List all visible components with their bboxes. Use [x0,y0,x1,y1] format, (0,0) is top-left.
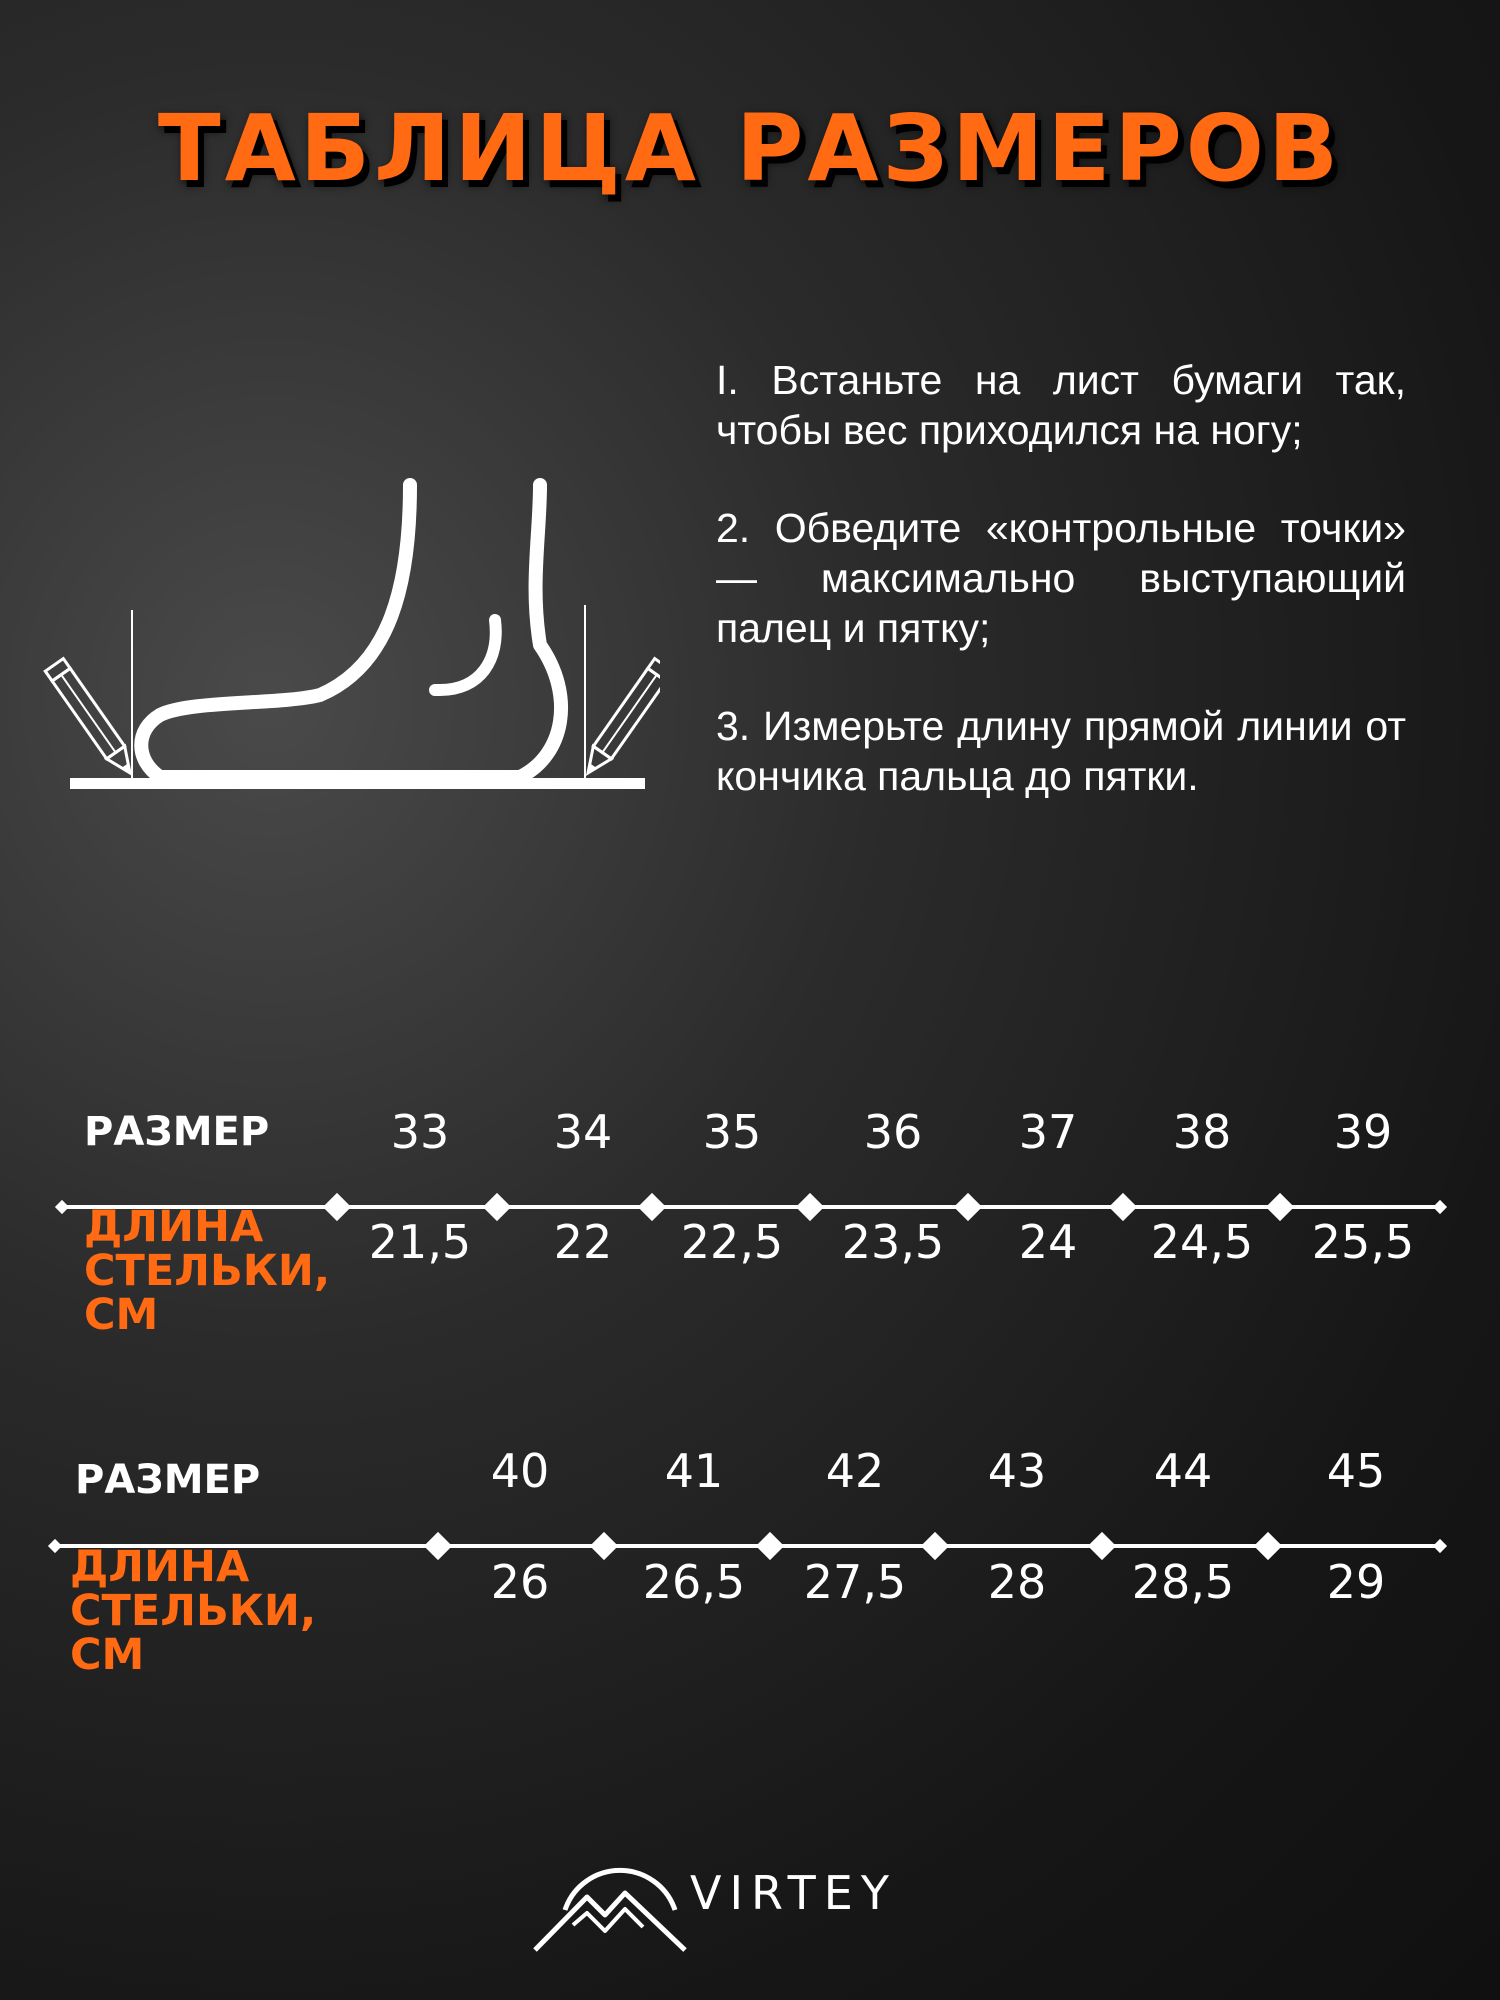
instructions [716,355,1406,849]
size-row-label: РАЗМЕР [84,1109,270,1155]
size-value: 38 [1172,1105,1232,1159]
length-value: 29 [1326,1555,1386,1609]
length-row-label: ДЛИНА СТЕЛЬКИ, СМ [84,1202,331,1340]
pencil-icon [45,659,139,780]
length-value: 27,5 [803,1555,907,1609]
length-value: 24 [1018,1215,1078,1269]
ankle-curve [435,620,496,690]
length-value: 24,5 [1150,1215,1254,1269]
length-value: 22 [553,1215,613,1269]
length-value: 26 [490,1555,550,1609]
length-value: 25,5 [1311,1215,1415,1269]
length-row-label: ДЛИНА СТЕЛЬКИ, СМ [70,1542,317,1680]
brand-name: VIRTEY [690,1866,897,1920]
foot-measure-illustration [40,455,660,815]
step-1: I. Встаньте на лист бумаги так, чтобы вес приходился на ногу; [716,357,1406,453]
step-3: 3. Измерьте длину прямой линии от кончика пальца до пятки. [716,703,1406,799]
size-value: 44 [1153,1444,1213,1498]
length-value: 28 [987,1555,1047,1609]
size-value: 42 [825,1444,885,1498]
size-value: 39 [1333,1105,1393,1159]
size-value: 43 [987,1444,1047,1498]
size-value: 41 [664,1444,724,1498]
pencil-icon [579,659,660,780]
length-value: 21,5 [368,1215,472,1269]
size-value: 35 [702,1105,762,1159]
length-value: 26,5 [642,1555,746,1609]
size-value: 33 [390,1105,450,1159]
size-value: 40 [490,1444,550,1498]
size-value: 34 [553,1105,613,1159]
size-row-label: РАЗМЕР [75,1457,261,1503]
length-value: 22,5 [680,1215,784,1269]
length-value: 28,5 [1131,1555,1235,1609]
size-value: 45 [1326,1444,1386,1498]
size-value: 37 [1018,1105,1078,1159]
step-2: 2. Обведите «контрольные точки» — максимально выступающий палец и пятку; [716,505,1406,651]
size-value: 36 [863,1105,923,1159]
page-title: ТАБЛИЦА РАЗМЕРОВ [157,95,1343,202]
length-value: 23,5 [841,1215,945,1269]
